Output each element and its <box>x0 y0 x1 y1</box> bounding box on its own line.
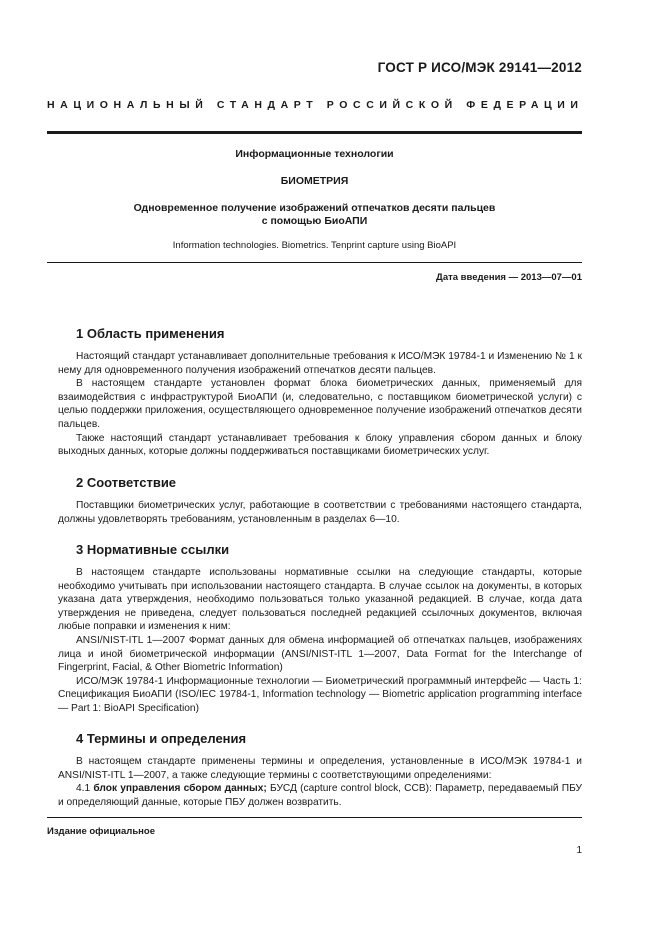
title-english: Information technologies. Biometrics. Tenprint capture using BioAPI <box>172 240 457 251</box>
standard-number: ГОСТ Р ИСО/МЭК 29141—2012 <box>377 60 582 75</box>
term-number: 4.1 <box>76 783 91 795</box>
paragraph: ИСО/МЭК 19784-1 Информационные технологии — Биометрический программный интерфейс — Часть 1: Спецификация БиоАПИ (ISO/IEC 19784-1, Information technology — Biometric application programming interface — Part 1: BioAPI Specification) <box>58 675 582 714</box>
edition-label: Издание официальное <box>47 826 155 837</box>
section-heading: 1 Область применения <box>76 326 225 341</box>
title-subject-line2: с помощью БиоАПИ <box>261 215 368 227</box>
page-number: 1 <box>576 845 582 856</box>
term-text: БУСД (capture control block, CCB): Параметр, передаваемый ПБУ и определяющий данные, которые ПБУ должен возвратить. <box>58 783 582 808</box>
paragraph: В настоящем стандарте применены термины и определения, установленные в ИСО/МЭК 19784-1 и ANSI/NIST-ITL 1—2007, а также следующие термины с соответствующими определениями: <box>58 756 582 781</box>
paragraph: В настоящем стандарте использованы нормативные ссылки на следующие стандарты, которые необходимо учитывать при использовании настоящего стандарта. В случае ссылок на документы, в которых указана дата утверждения, необходимо пользоваться только указанной редакцией. В случае, когда дата утверждения не приведена, следует пользоваться последней редакцией ссылочных документов, включая любые поправки и изменения к ним: <box>58 567 582 633</box>
national-standard-heading: НАЦИОНАЛЬНЫЙ СТАНДАРТ РОССИЙСКОЙ ФЕДЕРАЦИИ <box>47 99 584 111</box>
term-label: блок управления сбором данных; <box>93 783 267 795</box>
section-heading: 4 Термины и определения <box>76 731 247 746</box>
title-category: Информационные технологии <box>235 148 394 160</box>
paragraph: В настоящем стандарте установлен формат блока биометрических данных, применяемый для взаимодействия с инфраструктурой БиоАПИ (и, следовательно, с поставщиком биометрической услуги) с целью поддержки приложения, осуществляющего одновременное получение изображений отпечатков десяти пальцев. <box>58 378 582 430</box>
section-heading: 2 Соответствие <box>76 475 177 490</box>
paragraph: Настоящий стандарт устанавливает дополнительные требования к ИСО/МЭК 19784-1 и Изменению № 1 к нему для одновременного получения изображений отпечатков десяти пальцев. <box>58 351 582 376</box>
term-definition <box>58 782 582 809</box>
paragraph: Также настоящий стандарт устанавливает требования к блоку управления сбором данных и блоку выходных данных, которые должны поддерживаться поставщиками биометрических услуг. <box>58 432 582 458</box>
section-normative-references <box>58 542 582 716</box>
header-rule <box>47 131 582 134</box>
title-subject-line1: Одновременное получение изображений отпечатков десяти пальцев <box>133 202 496 214</box>
introduction-date: Дата введения — 2013—07—01 <box>436 272 582 283</box>
section-terms-definitions <box>58 731 582 809</box>
paragraph: ANSI/NIST-ITL 1—2007 Формат данных для обмена информацией об отпечатках пальцев, изображениях лица и иной биометрической информации (ANSI/NIST-ITL 1—2007, Data Format for the Interchange of Fingerprint, Facial, & Other Biometric Information) <box>58 634 582 674</box>
section-heading: 3 Нормативные ссылки <box>76 542 230 557</box>
footer-rule <box>47 817 582 818</box>
title-subject <box>47 202 582 228</box>
title-rule <box>47 262 582 263</box>
title-main: БИОМЕТРИЯ <box>280 175 349 187</box>
paragraph: Поставщики биометрических услуг, работающие в соответствии с требованиями настоящего стандарта, должны удовлетворять требованиям, установленным в разделах 6—10. <box>58 500 582 525</box>
section-conformance <box>58 475 582 526</box>
section-scope <box>58 326 582 459</box>
